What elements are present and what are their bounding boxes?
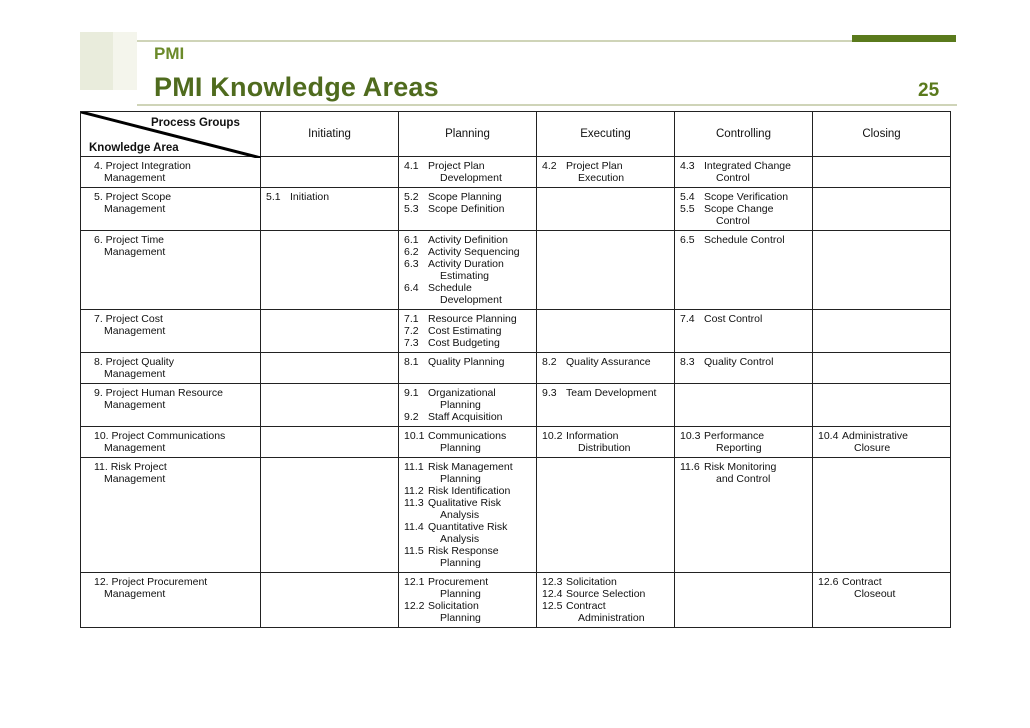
column-header: Controlling [675, 112, 813, 157]
process-entry [542, 430, 669, 442]
process-name: Execution [578, 172, 625, 184]
process-entry [818, 588, 945, 600]
process-name: Closeout [854, 588, 896, 600]
table-row [81, 231, 951, 310]
process-number: 5.3 [404, 203, 419, 215]
closing-cell [813, 310, 951, 353]
process-entry [404, 612, 531, 624]
planning-cell [399, 458, 537, 573]
process-name: Resource Planning [428, 313, 517, 325]
process-name: Staff Acquisition [428, 411, 503, 423]
process-number: 12.2 [404, 600, 425, 612]
process-name: Scope Change [704, 203, 774, 215]
executing-cell [537, 458, 675, 573]
executing-cell [537, 384, 675, 427]
process-name: Contract [566, 600, 606, 612]
knowledge-area-label: Knowledge Area [89, 142, 179, 154]
knowledge-area-name-cont: Management [104, 246, 166, 258]
controlling-cell [675, 231, 813, 310]
process-entry [680, 191, 807, 203]
page-number: 25 [918, 80, 940, 101]
process-entry [404, 270, 531, 282]
process-number: 4.2 [542, 160, 557, 172]
process-number: 11.5 [404, 545, 424, 557]
process-name: Project Plan [566, 160, 623, 172]
process-name: Cost Estimating [428, 325, 502, 337]
process-name: and Control [716, 473, 771, 485]
knowledge-area-name: 8. Project Quality [94, 356, 174, 368]
process-entry [266, 191, 393, 203]
process-name: Administrative [842, 430, 908, 442]
process-number: 7.3 [404, 337, 419, 349]
process-name: Estimating [440, 270, 490, 282]
process-entry [542, 612, 669, 624]
closing-cell [813, 353, 951, 384]
process-entry [404, 557, 531, 569]
process-entry [404, 258, 531, 270]
controlling-cell [675, 157, 813, 188]
process-name: Planning [440, 442, 481, 454]
process-number: 5.1 [266, 191, 281, 203]
process-name: Scope Verification [704, 191, 789, 203]
planning-cell [399, 157, 537, 188]
knowledge-area-name-cont: Management [104, 325, 166, 337]
table-row [81, 310, 951, 353]
process-name: Schedule [428, 282, 472, 294]
planning-cell [399, 310, 537, 353]
process-number: 5.4 [680, 191, 695, 203]
knowledge-area-cell [81, 231, 261, 310]
process-name: Distribution [578, 442, 631, 454]
process-number: 12.4 [542, 588, 563, 600]
knowledge-area-name-cont: Management [104, 399, 166, 411]
process-number: 6.3 [404, 258, 419, 270]
table-row [81, 353, 951, 384]
process-name: Cost Control [704, 313, 763, 325]
controlling-cell [675, 353, 813, 384]
process-entry [404, 313, 531, 325]
process-number: 10.2 [542, 430, 563, 442]
process-number: 4.1 [404, 160, 419, 172]
process-entry [404, 600, 531, 612]
planning-cell [399, 231, 537, 310]
process-entry [404, 497, 531, 509]
column-header: Executing [537, 112, 675, 157]
decor-bar-left [80, 32, 113, 90]
initiating-cell [261, 188, 399, 231]
process-name: Information [566, 430, 619, 442]
process-entry [404, 399, 531, 411]
process-number: 8.3 [680, 356, 695, 368]
knowledge-area-name: 12. Project Procurement [94, 576, 208, 588]
knowledge-area-cell [81, 157, 261, 188]
process-number: 11.2 [404, 485, 424, 497]
process-entry [542, 588, 669, 600]
process-name: Scope Definition [428, 203, 505, 215]
executing-cell [537, 231, 675, 310]
controlling-cell [675, 573, 813, 628]
slide-title: PMI Knowledge Areas [154, 72, 439, 102]
process-entry [404, 509, 531, 521]
controlling-cell [675, 458, 813, 573]
process-number: 9.2 [404, 411, 419, 423]
process-number: 12.5 [542, 600, 563, 612]
process-name: Planning [440, 473, 481, 485]
closing-cell [813, 231, 951, 310]
process-name: Analysis [440, 533, 480, 545]
process-name: Administration [578, 612, 645, 624]
process-name: Cost Budgeting [428, 337, 500, 349]
process-entry [680, 203, 807, 215]
title-rule [137, 104, 957, 106]
process-entry [542, 172, 669, 184]
knowledge-area-cell [81, 188, 261, 231]
process-entry [404, 411, 531, 423]
process-name: Organizational [428, 387, 496, 399]
controlling-cell [675, 188, 813, 231]
process-entry [542, 160, 669, 172]
process-groups-label: Process Groups [151, 117, 240, 129]
process-entry [818, 430, 945, 442]
process-entry [404, 533, 531, 545]
process-name: Schedule Control [704, 234, 785, 246]
planning-cell [399, 573, 537, 628]
process-entry [542, 442, 669, 454]
knowledge-area-cell [81, 353, 261, 384]
table-row [81, 427, 951, 458]
knowledge-area-name: 9. Project Human Resource [94, 387, 223, 399]
process-entry [680, 234, 807, 246]
initiating-cell [261, 310, 399, 353]
knowledge-area-cell [81, 573, 261, 628]
process-name: Control [716, 172, 750, 184]
column-header: Closing [813, 112, 951, 157]
process-number: 12.1 [404, 576, 425, 588]
process-entry [680, 172, 807, 184]
process-entry [404, 172, 531, 184]
process-entry [404, 246, 531, 258]
process-name: Qualitative Risk [428, 497, 501, 509]
process-name: Analysis [440, 509, 480, 521]
process-name: Quality Assurance [566, 356, 651, 368]
table-row [81, 157, 951, 188]
knowledge-area-name: 11. Risk Project [94, 461, 167, 473]
process-number: 10.3 [680, 430, 701, 442]
knowledge-area-cell [81, 458, 261, 573]
process-entry [404, 234, 531, 246]
closing-cell [813, 157, 951, 188]
process-entry [542, 576, 669, 588]
initiating-cell [261, 384, 399, 427]
process-number: 9.1 [404, 387, 419, 399]
knowledge-area-matrix [80, 111, 951, 628]
decor-bar-left-light [113, 32, 137, 90]
process-entry [404, 203, 531, 215]
process-entry [404, 191, 531, 203]
process-number: 12.3 [542, 576, 563, 588]
table-row [81, 188, 951, 231]
process-name: Activity Duration [428, 258, 504, 270]
process-entry [404, 160, 531, 172]
process-number: 8.1 [404, 356, 419, 368]
process-name: Quality Control [704, 356, 774, 368]
executing-cell [537, 427, 675, 458]
process-number: 7.4 [680, 313, 695, 325]
process-name: Contract [842, 576, 882, 588]
knowledge-area-name-cont: Management [104, 442, 166, 454]
process-name: Solicitation [428, 600, 479, 612]
table-row [81, 573, 951, 628]
planning-cell [399, 188, 537, 231]
process-number: 6.5 [680, 234, 695, 246]
process-number: 6.2 [404, 246, 419, 258]
process-entry [404, 521, 531, 533]
process-name: Planning [440, 612, 481, 624]
executing-cell [537, 157, 675, 188]
process-name: Planning [440, 399, 481, 411]
planning-cell [399, 353, 537, 384]
table-row [81, 458, 951, 573]
process-number: 4.3 [680, 160, 695, 172]
process-name: Procurement [428, 576, 489, 588]
process-number: 11.3 [404, 497, 424, 509]
controlling-cell [675, 384, 813, 427]
executing-cell [537, 353, 675, 384]
executing-cell [537, 188, 675, 231]
process-number: 7.2 [404, 325, 419, 337]
process-number: 6.4 [404, 282, 419, 294]
column-header: Planning [399, 112, 537, 157]
knowledge-area-name: 5. Project Scope [94, 191, 172, 203]
closing-cell [813, 458, 951, 573]
process-name: Solicitation [566, 576, 617, 588]
process-name: Performance [704, 430, 765, 442]
process-name: Communications [428, 430, 507, 442]
process-name: Scope Planning [428, 191, 502, 203]
closing-cell [813, 427, 951, 458]
closing-cell [813, 188, 951, 231]
knowledge-area-cell [81, 384, 261, 427]
process-entry [680, 160, 807, 172]
process-name: Activity Sequencing [428, 246, 520, 258]
process-entry [680, 215, 807, 227]
slide-kicker: PMI [154, 44, 185, 63]
controlling-cell [675, 310, 813, 353]
process-number: 11.4 [404, 521, 424, 533]
planning-cell [399, 427, 537, 458]
process-number: 10.4 [818, 430, 839, 442]
process-entry [404, 461, 531, 473]
process-entry [680, 313, 807, 325]
process-name: Development [440, 294, 502, 306]
initiating-cell [261, 157, 399, 188]
process-number: 10.1 [404, 430, 425, 442]
process-number: 5.2 [404, 191, 419, 203]
column-header: Initiating [261, 112, 399, 157]
process-name: Quality Planning [428, 356, 505, 368]
process-entry [404, 282, 531, 294]
knowledge-area-cell [81, 427, 261, 458]
process-name: Planning [440, 588, 481, 600]
knowledge-area-name: 4. Project Integration [94, 160, 191, 172]
process-name: Quantitative Risk [428, 521, 508, 533]
process-entry [404, 588, 531, 600]
process-name: Source Selection [566, 588, 646, 600]
process-entry [542, 356, 669, 368]
process-name: Project Plan [428, 160, 485, 172]
process-entry [404, 485, 531, 497]
process-name: Initiation [290, 191, 330, 203]
process-number: 11.1 [404, 461, 424, 473]
process-entry [680, 461, 807, 473]
process-entry [404, 356, 531, 368]
knowledge-area-name-cont: Management [104, 368, 166, 380]
knowledge-area-name: 10. Project Communications [94, 430, 226, 442]
planning-cell [399, 384, 537, 427]
initiating-cell [261, 427, 399, 458]
table-row [81, 384, 951, 427]
process-entry [404, 442, 531, 454]
top-rule [137, 40, 852, 42]
knowledge-area-name: 7. Project Cost [94, 313, 163, 325]
executing-cell [537, 310, 675, 353]
process-entry [404, 387, 531, 399]
process-number: 6.1 [404, 234, 419, 246]
process-number: 5.5 [680, 203, 695, 215]
process-name: Development [440, 172, 502, 184]
header-row [81, 112, 951, 157]
process-number: 12.6 [818, 576, 839, 588]
process-entry [404, 545, 531, 557]
process-entry [404, 430, 531, 442]
process-name: Risk Management [428, 461, 513, 473]
process-name: Planning [440, 557, 481, 569]
initiating-cell [261, 231, 399, 310]
process-entry [404, 325, 531, 337]
process-entry [680, 442, 807, 454]
process-name: Risk Response [428, 545, 499, 557]
accent-bar [852, 35, 956, 42]
process-entry [404, 576, 531, 588]
process-number: 9.3 [542, 387, 557, 399]
corner-cell [81, 112, 261, 157]
initiating-cell [261, 353, 399, 384]
process-entry [404, 473, 531, 485]
closing-cell [813, 384, 951, 427]
controlling-cell [675, 427, 813, 458]
closing-cell [813, 573, 951, 628]
process-entry [680, 356, 807, 368]
knowledge-area-name: 6. Project Time [94, 234, 165, 246]
initiating-cell [261, 458, 399, 573]
process-name: Activity Definition [428, 234, 508, 246]
knowledge-area-cell [81, 310, 261, 353]
executing-cell [537, 573, 675, 628]
process-number: 11.6 [680, 461, 700, 473]
process-name: Reporting [716, 442, 762, 454]
process-name: Control [716, 215, 750, 227]
knowledge-area-name-cont: Management [104, 203, 166, 215]
process-entry [404, 337, 531, 349]
knowledge-area-name-cont: Management [104, 473, 166, 485]
process-number: 8.2 [542, 356, 557, 368]
process-name: Closure [854, 442, 891, 454]
process-name: Integrated Change [704, 160, 791, 172]
process-entry [542, 600, 669, 612]
process-name: Team Development [566, 387, 657, 399]
process-entry [818, 576, 945, 588]
initiating-cell [261, 573, 399, 628]
process-entry [818, 442, 945, 454]
process-name: Risk Monitoring [704, 461, 777, 473]
process-name: Risk Identification [428, 485, 511, 497]
knowledge-area-name-cont: Management [104, 588, 166, 600]
process-entry [680, 473, 807, 485]
process-entry [542, 387, 669, 399]
knowledge-area-name-cont: Management [104, 172, 166, 184]
process-number: 7.1 [404, 313, 419, 325]
process-entry [404, 294, 531, 306]
process-entry [680, 430, 807, 442]
